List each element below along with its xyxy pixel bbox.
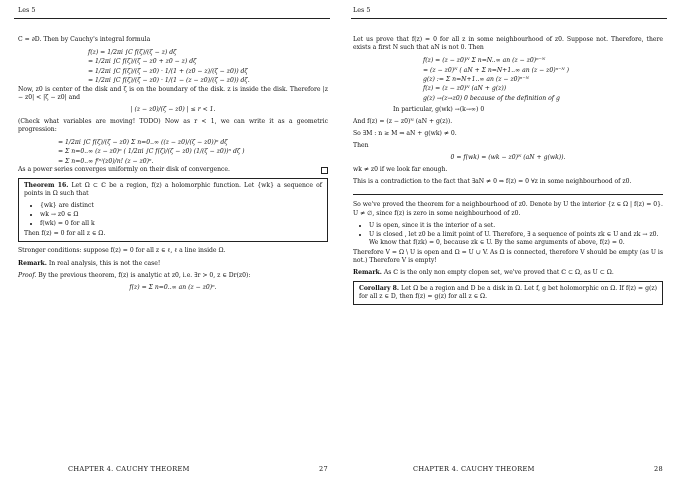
remark-text: In real analysis, this is not the case!	[48, 259, 161, 267]
paragraph	[18, 166, 328, 174]
remark-label: Remark.	[18, 259, 47, 267]
header-rule	[14, 18, 330, 19]
equation-line: = 1/2πi ∫C f(ζ)/(ζ − z0 + z0 − z) dζ	[88, 58, 197, 66]
inequality-equation: | (z − z0)/(ζ − z0) | ≤ r < 1.	[130, 105, 216, 113]
page-content	[18, 36, 328, 296]
theorem-text: Let Ω ⊂ ℂ be a region, f(z) a holomorphic function. Let {wk} a sequence of points in Ω such that	[24, 182, 322, 198]
equation-line: f(z) = 1/2πi ∫C f(ζ)/(ζ − z) dζ	[88, 49, 177, 57]
corollary-box	[353, 281, 663, 305]
running-header: Les 5	[18, 6, 36, 14]
paragraph: And f(z) = (z − z0)ᴺ (aN + g(z)).	[353, 118, 453, 126]
page-28	[343, 0, 675, 480]
equation-line: g(z) := Σ n=N+1..∞ an (z − z0)ⁿ⁻ᴺ	[423, 75, 529, 83]
paragraph: Stronger conditions: suppose f(z) = 0 for all z ∈ ℓ, ℓ a line inside Ω.	[18, 247, 226, 255]
equation-line: = (z − z0)ᴺ ( aN + Σ n=N+1..∞ an (z − z0)ⁿ⁻ᴺ )	[423, 66, 569, 74]
contradiction-equation: 0 = f(wk) = (wk − z0)ᴺ (aN + g(wk)).	[450, 154, 566, 162]
theorem-title: Theorem 16.	[24, 182, 69, 190]
theorem-box	[18, 178, 328, 242]
equation-line: f(z) = (z − z0)ᴺ Σ n=N..∞ an (z − z0)ⁿ⁻ᴺ	[423, 57, 546, 65]
equation-line: = 1/2πi ∫C f(ζ)/(ζ − z0) · 1/(1 + (z0 − z)/(ζ − z0)) dζ	[88, 67, 248, 75]
equation-line: = Σ n=0..∞ f⁽ⁿ⁾(z0)/n! (z − z0)ⁿ.	[58, 157, 154, 165]
remark	[18, 260, 328, 268]
page-footer	[353, 465, 663, 474]
paragraph: (Check what variables are moving! TODO) Now as r < 1, we can write it as a geometric progression:	[18, 117, 328, 133]
corollary-title: Corollary 8.	[359, 284, 400, 292]
cauchy-formula-block	[18, 48, 328, 86]
theorem-statement	[24, 182, 322, 198]
paragraph: So ∃M : n ≥ M ⇒ aN + g(wk) ≠ 0.	[353, 130, 457, 138]
page-number: 27	[319, 465, 328, 474]
equation-line: = 1/2πi ∫C f(ζ)/(ζ − z0) · 1/(1 − (z − z0)/(ζ − z0)) dζ.	[88, 77, 250, 85]
paragraph: Then	[353, 142, 369, 150]
remark-text: As ℂ is the only non empty clopen set, we've proved that ℂ ⊂ Ω, as U ⊂ Ω.	[383, 268, 614, 276]
header-rule	[351, 18, 667, 19]
paragraph: In particular, g(wk) →(k→∞) 0	[393, 106, 485, 114]
list-item: • U is open, since it is the interior of a set.	[369, 222, 663, 230]
theorem-conditions	[24, 202, 322, 228]
qed-square-icon	[321, 167, 328, 174]
proof-text: By the previous theorem, f(z) is analytic at z0, i.e. ∃r > 0, z ∈ Dr(z0):	[38, 271, 251, 279]
footer-chapter: CHAPTER 4. CAUCHY THEOREM	[413, 465, 535, 474]
list-item: • wk → z0 ∈ Ω	[40, 211, 322, 219]
expansion-formula-block	[353, 56, 663, 103]
theorem-conclusion: Then f(z) = 0 for all z ∈ Ω.	[24, 230, 106, 238]
paragraph: So we've proved the theorem for a neighbourhood of z0. Denote by U the interior {z ∈ Ω | f(z) = 0}. U ≠ ∅, since f(z) is zero in some neighbourhood of z0.	[353, 201, 663, 217]
running-header: Les 5	[353, 6, 371, 14]
paragraph-text: As a power series converges uniformly on their disk of convergence.	[18, 166, 230, 174]
proof-points	[353, 222, 663, 247]
intro-text: C = ∂D. Then by Cauchy's integral formula	[18, 36, 151, 43]
corollary-text: Let Ω be a region and D be a disk in Ω. Let f, g bet holomorphic on Ω. If f(z) = g(z) for all z ∈ D, then f(z) = g(z) for all z ∈ Ω.	[359, 284, 657, 300]
footer-chapter: CHAPTER 4. CAUCHY THEOREM	[68, 465, 190, 474]
equation-line: g(z) →(z→z0) 0 because of the definition of g	[423, 94, 560, 102]
corollary-statement	[359, 285, 657, 301]
proof-label: Proof.	[18, 271, 37, 279]
power-series-equation: f(z) = Σ n=0..∞ an (z − z0)ⁿ.	[129, 283, 217, 291]
paragraph: Now, z0 is center of the disk and ζ is on the boundary of the disk. z is inside the disk. Therefore |z − z0| < |ζ − z0| and	[18, 85, 328, 101]
list-item: • U is closed , let z0 be a limit point of U. Therefore, ∃ a sequence of points zk ∈ U and zk → z0. We know that f(zk) = 0, because zk ∈ U. By the same arguments of above, f(z) = 0.	[369, 231, 663, 247]
equation-line: f(z) = (z − z0)ᴺ (aN + g(z))	[423, 85, 507, 93]
remark-label: Remark.	[353, 268, 382, 276]
geometric-series-block	[18, 138, 328, 166]
paragraph: Let us prove that f(z) = 0 for all z in some neighbourhood of z0. Suppose not. Therefore, there exists a first N such that aN is not 0. Then	[353, 36, 663, 52]
paragraph: This is a contradiction to the fact that ∃aN ≠ 0 ⇒ f(z) = 0 ∀z in some neighbourhood of z0.	[353, 178, 632, 186]
section-rule	[353, 194, 663, 195]
paragraph: wk ≠ z0 if we look far enough.	[353, 166, 448, 174]
remark	[353, 269, 663, 277]
list-item: • f(wk) = 0 for all k	[40, 220, 322, 228]
page-number: 28	[654, 465, 663, 474]
page-footer	[18, 465, 328, 474]
paragraph: Therefore V = Ω \ U is open and Ω = U ∪ V. As Ω is connected, therefore V should be empty (as U is not.) Therefore V is empty!	[353, 248, 663, 264]
equation-line: = 1/2πi ∫C f(ζ)/(ζ − z0) Σ n=0..∞ ((z − z0)/(ζ − z0))ⁿ dζ	[58, 138, 228, 146]
equation-line: = Σ n=0..∞ (z − z0)ⁿ ( 1/2πi ∫C f(ζ)/(ζ − z0) (1/(ζ − z0))ⁿ dζ )	[58, 148, 245, 156]
proof	[18, 272, 328, 280]
page-content	[353, 36, 663, 310]
page-27	[6, 0, 338, 480]
list-item: • {wk} are distinct	[40, 202, 322, 210]
